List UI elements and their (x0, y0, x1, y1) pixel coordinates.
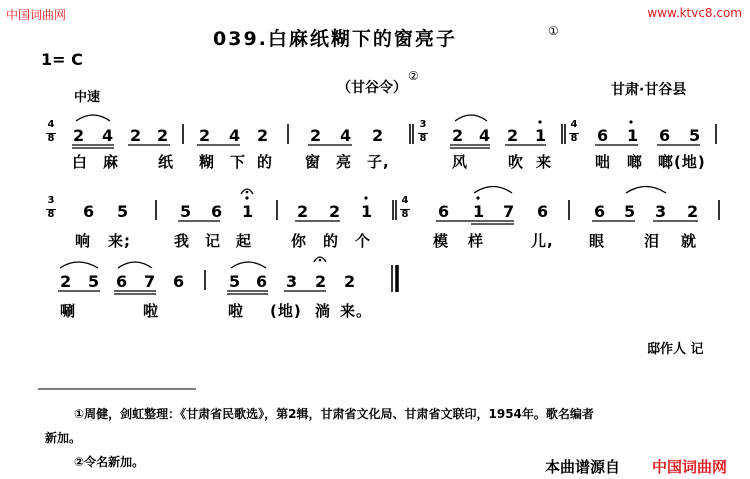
note: 2 (310, 126, 322, 145)
subtitle: （甘谷令） (337, 80, 407, 96)
note: 6 (659, 126, 671, 145)
fermatas (241, 189, 326, 262)
note: 2 (507, 126, 519, 145)
fermata-dots (246, 191, 322, 262)
note: 2 (199, 126, 211, 145)
footnote-2: ②令名新加。 (74, 455, 145, 469)
lyric: (地) (270, 302, 302, 320)
lyric: 样 (468, 232, 485, 250)
note: 6 (594, 202, 606, 221)
lyric: 响 (75, 232, 92, 250)
lyric: 记 (205, 232, 222, 250)
brand-watermark: 中国词曲网 (652, 458, 728, 476)
lyric: 啦 (143, 302, 160, 320)
time-signature-denominator: 8 (47, 133, 55, 144)
lyric: 来 (536, 153, 553, 171)
note: 1 (361, 202, 373, 221)
lyric: 啷(地) (658, 153, 706, 171)
note: 6 (537, 202, 549, 221)
title-footnote-mark: ① (548, 24, 559, 38)
lyric: 纸 (158, 153, 175, 171)
note: 2 (687, 202, 699, 221)
note: 5 (117, 202, 129, 221)
note: 1 (535, 126, 547, 145)
lyric: 来。 (340, 302, 373, 320)
note: 4 (102, 126, 114, 145)
lyric: 窗 (305, 153, 322, 171)
page-title: 039.白麻纸糊下的窗亮子 (213, 28, 457, 50)
lyric: 泪 (644, 232, 661, 250)
time-signature-denominator: 8 (570, 133, 578, 144)
slurs (60, 115, 666, 268)
origin: 甘肃·甘谷县 (611, 82, 687, 98)
note: 5 (229, 272, 241, 291)
time-signature-numerator: 3 (419, 119, 427, 130)
note: 4 (340, 126, 352, 145)
note: 2 (130, 126, 142, 145)
lyric: 亮 (336, 153, 353, 171)
note: 6 (116, 272, 128, 291)
lyric: 啷 (627, 153, 644, 171)
note: 3 (286, 272, 298, 291)
time-signature-numerator: 3 (47, 195, 55, 206)
note: 5 (88, 272, 100, 291)
note: 1 (473, 202, 485, 221)
note: 4 (479, 126, 491, 145)
note: 5 (180, 202, 192, 221)
watermark-left: 中国词曲网 (6, 8, 67, 22)
note: 5 (689, 126, 701, 145)
note: 6 (211, 202, 223, 221)
key-signature: 1= C (41, 50, 83, 69)
lyric: 啦 (228, 302, 245, 320)
lyric: 我 (174, 232, 191, 250)
watermark-right: www.ktvc8.com (647, 6, 742, 20)
time-signature-numerator: 4 (570, 119, 578, 130)
subtitle-footnote-mark: ② (408, 69, 419, 83)
lyric: 咄 (595, 153, 612, 171)
time-signature-numerator: 4 (47, 119, 55, 130)
footnote-1: ①周健，剑虹整理：《甘肃省民歌选》，第2辑，甘肃省文化局、甘肃省文联印，1954年。歌名编者 (74, 407, 594, 421)
octave-dots (245, 120, 632, 199)
lyric: 就 (681, 232, 698, 250)
lyric: 淌 (315, 302, 332, 320)
note: 7 (503, 202, 515, 221)
note: 2 (372, 126, 384, 145)
lyric: 的 (323, 232, 340, 250)
lyric: 你 (291, 232, 308, 250)
time-signature-denominator: 8 (401, 209, 409, 220)
note: 1 (242, 202, 254, 221)
note: 6 (597, 126, 609, 145)
bar-lines (156, 124, 719, 292)
lyric: 麻 (103, 153, 120, 171)
note: 2 (452, 126, 464, 145)
lyric: 来; (108, 232, 131, 250)
lyric: 的 (257, 153, 274, 171)
note: 2 (73, 126, 85, 145)
note: 2 (315, 272, 327, 291)
tempo-marking: 中速 (74, 90, 101, 105)
note: 5 (624, 202, 636, 221)
note: 2 (157, 126, 169, 145)
time-signature-denominator: 8 (419, 133, 427, 144)
note: 3 (655, 202, 667, 221)
lyric: 个 (355, 232, 372, 250)
lyric: 起 (236, 232, 253, 250)
note: 6 (173, 272, 185, 291)
recorder-credit: 邸作人 记 (647, 342, 704, 357)
duration-underlines (58, 145, 700, 294)
note: 2 (257, 126, 269, 145)
note: 2 (344, 272, 356, 291)
lyric: 儿, (531, 232, 554, 250)
note: 6 (256, 272, 268, 291)
lyric: 糊 (199, 153, 216, 171)
note: 2 (297, 202, 309, 221)
time-signature-numerator: 4 (401, 195, 409, 206)
lyric: 白 (72, 153, 89, 171)
lyric: 唰 (60, 302, 77, 320)
time-signature-denominator: 8 (47, 209, 55, 220)
footnote-1-continued: 新加。 (45, 431, 82, 445)
note: 6 (83, 202, 95, 221)
lyric: 眼 (589, 232, 606, 250)
note: 2 (60, 272, 72, 291)
note: 6 (438, 202, 450, 221)
source-label: 本曲谱源自 (545, 458, 621, 476)
lyric: 吹 (508, 153, 525, 171)
note: 7 (144, 272, 156, 291)
lyric: 子, (367, 153, 390, 171)
note: 4 (229, 126, 241, 145)
lyric: 模 (433, 232, 450, 250)
lyric: 下 (230, 153, 247, 171)
note: 1 (627, 126, 639, 145)
lyric: 风 (452, 153, 469, 171)
note: 2 (329, 202, 341, 221)
